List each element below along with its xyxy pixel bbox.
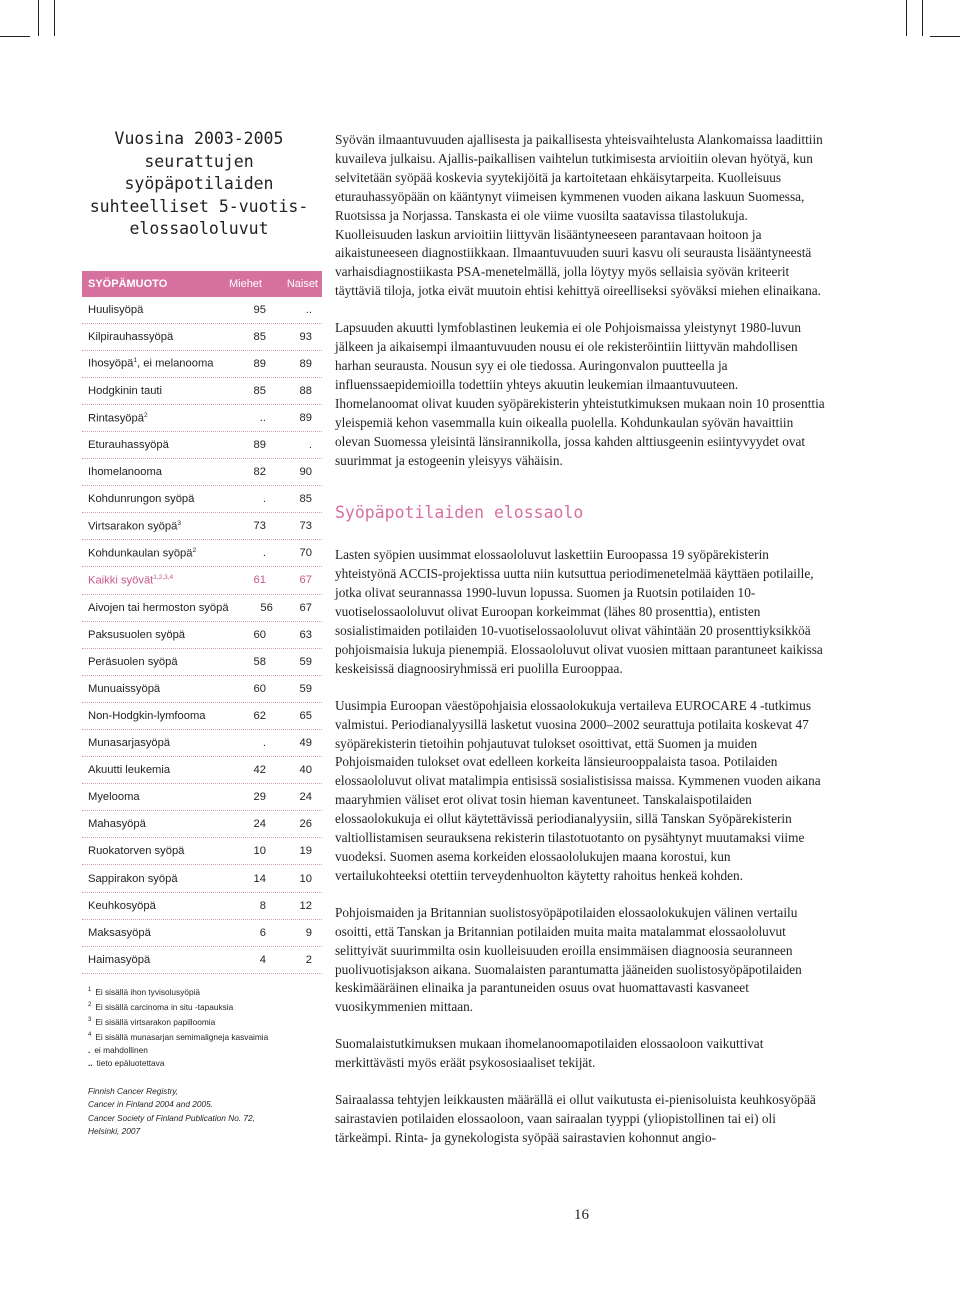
source-line: Finnish Cancer Registry, <box>88 1085 179 1096</box>
women-value: 10 <box>299 872 312 885</box>
survival-table <box>82 271 322 974</box>
table-row <box>82 838 322 865</box>
footnote-marker: 1 <box>133 357 138 365</box>
men-value: 73 <box>253 520 266 533</box>
footnote-mark: 4 <box>88 1032 92 1039</box>
source-line: Cancer in Finland 2004 and 2005. <box>88 1099 214 1110</box>
table-row <box>82 486 322 513</box>
table-row <box>82 297 322 324</box>
crop-mark <box>38 0 39 36</box>
cancer-type-cell <box>82 493 214 505</box>
cancer-type-name: Peräsuolen syöpä <box>88 655 178 668</box>
body-paragraph: Syövän ilmaantuvuuden ajallisesta ja paikallisesta yhteisvaihtelusta Alankomaissa laadittiin kuvaileva julkaisu. Ajallis-paikallisen vaihtelun tutkimisesta arvioitiin olevan hyötyä, kun selvitetään syöpää koskevia syytekijöitä ja kartoitetaan ehkäisytarpeita. Kuolleisuus eturauhassyöpään on kääntynyt viimeisen kymmenen vuoden aikana laskuun Suomessa, Ruotsissa ja Norjassa. Tanskasta ei ole viime vuosilta saatavissa tilastolukuja. Kuolleisuuden laskun arvioitiin liittyvän lisääntyneeseen parantavaan hoitoon ja aikaistuneeseen diagnostiikkaan. Ilmaantuvuuden suuri kasvu oli seurausta lisääntyneestä varhaisdiagnostiikasta PSA-menetelmällä, jolla löytyy myös sellaisia syövän kriteerit täyttäviä tiloja, jotka eivät muutoin ehtisi kehittyä oireelliseksi syöväksi miehen elinaikana. <box>335 132 823 299</box>
section-heading: Syöpäpotilaiden elossaolo <box>335 503 584 523</box>
footnote-text: tieto epäluotettava <box>96 1058 165 1069</box>
cancer-type-cell <box>82 954 214 966</box>
left-column <box>82 128 322 1138</box>
cancer-type-cell <box>82 710 214 722</box>
footnote <box>88 999 322 1014</box>
footnote-mark: .. <box>88 1058 93 1069</box>
men-value: 56 <box>260 601 273 614</box>
body-paragraph: Lasten syöpien uusimmat elossaololuvut laskettiin Euroopassa 19 syöpärekisterin yhteistyönä ACCIS-projektissa uutta niin kutsuttua periodimenetelmää käyttäen potilaille, jotka olivat seurannassa 1990-luvun lopussa. Suomen ja Ruotsin potilaiden 10-vuotiselossaololuvut olivat Euroopan korkeimmat (lähes 80 prosenttia), entisten sosialistimaiden potilaiden 10-vuotiselossaololuvut olivat vähintään 20 prosenttiyksikköä pohjoismaisia lukuja pienempiä. Elossaololuvut olivat vuosien mittaan parantuneet kaikissa keskeisissä diagnoosiryhmissä eri puolilla Eurooppaa. <box>335 547 823 676</box>
women-value: . <box>308 439 312 452</box>
sidebar-title <box>84 128 314 241</box>
table-row <box>82 622 322 649</box>
sidebar-title-line: syöpäpotilaiden <box>124 174 274 193</box>
table-row <box>82 947 322 974</box>
body-paragraph: Lapsuuden akuutti lymfoblastinen leukemia ei ole Pohjoismaissa yleistynyt 1980-luvun jälkeen ja aikaisempi ilmaantuvuuden nousu ei ole rekisteröintiin liittyvän mahdollisen harhan seurausta. Nousun syy ei ole tiedossa. Auringonvalon puutteella ja influenssaepidemioilla todettiin yhteys akuutin leukemian ilmaantuvuuteen. Ihomelanoomat olivat kuuden syöpärekisterin yhteistutkimuksen mukaan noin 10 prosenttia yleispemiä kehon vasemmalla kuin oikealla puolella. Kohdunkaulan syövän havaittiin olevan Suomessa yleisintä länsirannikolla, jossa kahden alttiusgeenin esiintyvyydet ovat suurimmat ja estogeenin yleisyys vähäisin. <box>335 320 825 468</box>
cancer-type-name: Haimasyöpä <box>88 953 151 966</box>
footnote <box>88 1014 322 1029</box>
table-row <box>82 676 322 703</box>
footnote-marker: 3 <box>177 519 181 527</box>
table-row <box>82 405 322 432</box>
women-value: .. <box>305 303 312 316</box>
cancer-type-cell <box>82 547 214 560</box>
women-value: 90 <box>299 466 312 479</box>
cancer-type-cell <box>82 818 214 830</box>
cancer-type-cell <box>82 520 214 533</box>
cancer-type-name: Hodgkinin tauti <box>88 384 163 397</box>
cancer-type-cell <box>82 629 214 641</box>
cancer-type-name: Ihosyöpä <box>88 358 134 371</box>
cancer-type-cell <box>82 873 214 885</box>
cancer-type-cell <box>82 927 214 939</box>
cancer-type-cell <box>82 900 214 912</box>
crop-mark <box>0 36 30 37</box>
cancer-type-name: Paksusuolen syöpä <box>88 628 186 641</box>
cancer-type-cell <box>82 304 214 316</box>
men-value: 62 <box>253 709 266 722</box>
source-line: Helsinki, 2007 <box>88 1125 141 1136</box>
men-value: 10 <box>253 845 266 858</box>
women-value: 89 <box>299 357 312 370</box>
women-value: 19 <box>299 845 312 858</box>
table-row <box>82 378 322 405</box>
men-value: 29 <box>253 791 266 804</box>
men-value: 60 <box>253 628 266 641</box>
women-value: 63 <box>299 628 312 641</box>
men-value: 42 <box>253 764 266 777</box>
table-row <box>82 784 322 811</box>
crop-mark <box>922 0 923 36</box>
table-row <box>82 811 322 838</box>
women-value: 70 <box>299 547 312 560</box>
cancer-type-name: Non-Hodgkin-lymfooma <box>88 709 206 722</box>
table-row <box>82 513 322 540</box>
women-value: 67 <box>299 574 312 587</box>
men-value: 4 <box>259 953 266 966</box>
cancer-type-name: Kohdunkaulan syöpä <box>88 547 193 560</box>
table-row <box>82 567 322 594</box>
women-value: 89 <box>299 411 312 424</box>
source-citation <box>82 1085 322 1139</box>
footnote <box>88 1057 322 1070</box>
men-value: 85 <box>253 330 266 343</box>
footnote-marker: 1,2,3,4 <box>153 574 174 582</box>
women-value: 59 <box>299 682 312 695</box>
women-value: 65 <box>299 709 312 722</box>
crop-mark <box>906 0 907 36</box>
cancer-type-name: Ruokatorven syöpä <box>88 845 185 858</box>
men-value: 60 <box>253 682 266 695</box>
footnote-mark: 3 <box>88 1016 92 1023</box>
men-value: 8 <box>259 899 266 912</box>
body-paragraph: Pohjoismaiden ja Britannian suolistosyöpäpotilaiden elossaolokukujen välinen vertailu osoitti, että Tanskan ja Britannian potilaiden muita maita matalammat elossaololuvut selittyivät suurimmilta osin kuolleisuuden eroilla ensimmäisen diagnoosia seuranneen puolivuotisjakson aikana. Suomalaisten parantumatta jääneiden suolistosyöpäpotilaiden keskimääräinen elinaika ja parantuneiden osuus ovat huomattavasti kasvaneet vuosikymmenien mittaan. <box>335 904 802 1015</box>
footnote-mark: 2 <box>88 1001 92 1008</box>
cancer-type-name: Rintasyöpä <box>88 412 144 425</box>
footnote-mark: . <box>88 1045 91 1056</box>
women-value: 9 <box>305 926 312 939</box>
source-line: Cancer Society of Finland Publication No. 72, <box>88 1112 255 1123</box>
table-row <box>82 730 322 757</box>
footnote <box>88 984 322 999</box>
women-value: 40 <box>299 764 312 777</box>
footnote-text: Ei sisällä virtsarakon papilloomia <box>95 1016 216 1027</box>
women-value: 59 <box>299 655 312 668</box>
footnote-marker: 2 <box>143 411 148 419</box>
men-value: 85 <box>253 384 266 397</box>
sidebar-title-line: elossaololuvut <box>129 219 269 238</box>
cancer-type-cell <box>82 412 214 425</box>
men-value: .. <box>259 411 266 424</box>
cancer-type-cell <box>82 737 214 749</box>
cancer-type-name: Sappirakon syöpä <box>88 872 178 885</box>
women-value: 26 <box>299 818 312 831</box>
sidebar-title-line: Vuosina 2003-2005 <box>114 129 284 148</box>
cancer-type-cell <box>82 656 214 668</box>
crop-mark <box>930 36 960 37</box>
page-number: 16 <box>574 1207 589 1223</box>
table-row <box>82 703 322 730</box>
body-paragraph: Suomalaistutkimuksen mukaan ihomelanoomapotilaiden elossaoloon vaikuttivat merkittävästi myös eräät psykososiaaliset tekijät. <box>335 1036 764 1071</box>
women-value: 24 <box>299 791 312 804</box>
women-value: 49 <box>299 737 312 750</box>
cancer-type-cell <box>82 331 214 343</box>
footnote-text: Ei sisällä munasarjan semimaligneja kasvaimia <box>95 1031 269 1042</box>
footnote-text: ei mahdollinen <box>94 1045 148 1056</box>
sidebar-title-line: seurattujen <box>144 151 254 171</box>
men-value: 82 <box>253 466 266 479</box>
table-row <box>82 540 322 567</box>
crop-mark <box>54 0 55 36</box>
cancer-type-cell <box>82 683 214 695</box>
cancer-type-name: Eturauhassyöpä <box>88 439 169 452</box>
cancer-type-cell <box>82 439 214 451</box>
table-row <box>82 432 322 459</box>
cancer-type-cell <box>82 574 214 587</box>
table-row <box>82 920 322 947</box>
men-value: . <box>262 737 266 750</box>
footnote <box>88 1029 322 1044</box>
men-value: 58 <box>253 655 266 668</box>
cancer-type-name: Kilpirauhassyöpä <box>88 330 174 343</box>
body-paragraph: Uusimpia Euroopan väestöpohjaisia elossaolokukuja vertaileva EUROCARE 4 -tutkimus valmistui. Periodianalyysillä lasketut vuosina 2000–2002 seurattuja potilaita koskevat 47 syöpärekisterin tietoihin pohjautuvat tulokset osoittivat, että Suomen ja muiden Pohjoismaiden tulokset ovat edelleen korkeita länsieurooppalaista tasoa. Potilaiden elossaololuvut olivat matalimpia entisissä sosialistisissa maissa. Kymmenen vuoden aikana maaryhmien väliset erot olivat tosin hieman kaventuneet. Tanskalaispotilaiden elossaolokukuja ei ollut käytettävissä periodianalyysiin, sillä Tanskan Syöpärekisterin valtiollistamisen seurauksena rekisterin tilastotuotanto on pysähtynyt muutamaksi viime vuodeksi. Suomen asema korkeiden elossaololukujen maana korostui, kun vertailukohteeksi otettiin terveydenhuolton käytetty rahoitus henkeä kohden. <box>335 697 821 883</box>
cancer-type-name: Ihomelanooma <box>88 466 163 479</box>
cancer-type-name: Keuhkosyöpä <box>88 899 156 912</box>
cancer-type-name: Maksasyöpä <box>88 926 151 939</box>
footnote-marker: 2 <box>192 547 197 555</box>
footnote-text: Ei sisällä carcinoma in situ -tapauksia <box>95 1001 234 1012</box>
body-paragraph: Sairaalassa tehtyjen leikkausten määrällä ei ollut vaikutusta ei-pienisoluista keuhkosyöpää sairastavien potilaiden elossaoloon, vaan sairaalan tyyppi (yliopistollinen tai ei) oli tärkeämpi. Rinta- ja gynekologista syöpää sairastavien kohonnut angio- <box>335 1092 816 1145</box>
women-value: 2 <box>305 953 312 966</box>
table-row <box>82 865 322 892</box>
sidebar-title-line: suhteelliset 5-vuotis- <box>89 196 309 216</box>
footnote-text: Ei sisällä ihon tyvisolusyöpiä <box>95 986 201 997</box>
men-value: 61 <box>253 574 266 587</box>
cancer-type-suffix: , ei melanooma <box>137 358 214 371</box>
men-value: . <box>262 493 266 506</box>
men-value: 95 <box>253 303 266 316</box>
women-value: 88 <box>299 384 312 397</box>
cancer-type-name: Virtsarakon syöpä <box>88 520 178 533</box>
cancer-type-cell <box>82 764 214 776</box>
cancer-type-name: Akuutti leukemia <box>88 764 171 777</box>
women-value: 73 <box>299 520 312 533</box>
cancer-type-cell <box>82 385 214 397</box>
footnotes <box>82 984 322 1071</box>
cancer-type-name: Kaikki syövät <box>88 574 154 587</box>
main-text-column <box>335 131 825 1166</box>
cancer-type-name: Kohdunrungon syöpä <box>88 493 195 506</box>
table-row <box>82 324 322 351</box>
table-row <box>82 893 322 920</box>
table-body <box>82 297 322 974</box>
table-row <box>82 459 322 486</box>
cancer-type-name: Myelooma <box>88 791 140 804</box>
cancer-type-name: Mahasyöpä <box>88 818 146 831</box>
table-row <box>82 757 322 784</box>
cancer-type-cell <box>82 791 214 803</box>
header-men: Miehet <box>228 277 262 290</box>
cancer-type-cell <box>82 602 229 614</box>
footnote-mark: 1 <box>88 986 92 993</box>
men-value: 89 <box>253 439 266 452</box>
cancer-type-cell <box>82 357 214 370</box>
cancer-type-cell <box>82 845 214 857</box>
table-row <box>82 649 322 676</box>
cancer-type-name: Aivojen tai hermoston syöpä <box>88 601 229 614</box>
men-value: 6 <box>259 926 266 939</box>
table-header <box>82 271 322 297</box>
women-value: 93 <box>299 330 312 343</box>
cancer-type-name: Munasarjasyöpä <box>88 737 171 750</box>
cancer-type-name: Huulisyöpä <box>88 303 144 316</box>
header-women: Naiset <box>286 277 318 290</box>
women-value: 85 <box>299 493 312 506</box>
footnote <box>88 1044 322 1057</box>
cancer-type-name: Munuaissyöpä <box>88 682 161 695</box>
women-value: 67 <box>299 601 312 614</box>
women-value: 12 <box>299 899 312 912</box>
men-value: 14 <box>253 872 266 885</box>
cancer-type-cell <box>82 466 214 478</box>
table-row <box>82 595 322 622</box>
table-row <box>82 351 322 378</box>
header-cancer-type: SYÖPÄMUOTO <box>88 277 168 290</box>
men-value: 89 <box>253 357 266 370</box>
men-value: 24 <box>253 818 266 831</box>
men-value: . <box>262 547 266 560</box>
